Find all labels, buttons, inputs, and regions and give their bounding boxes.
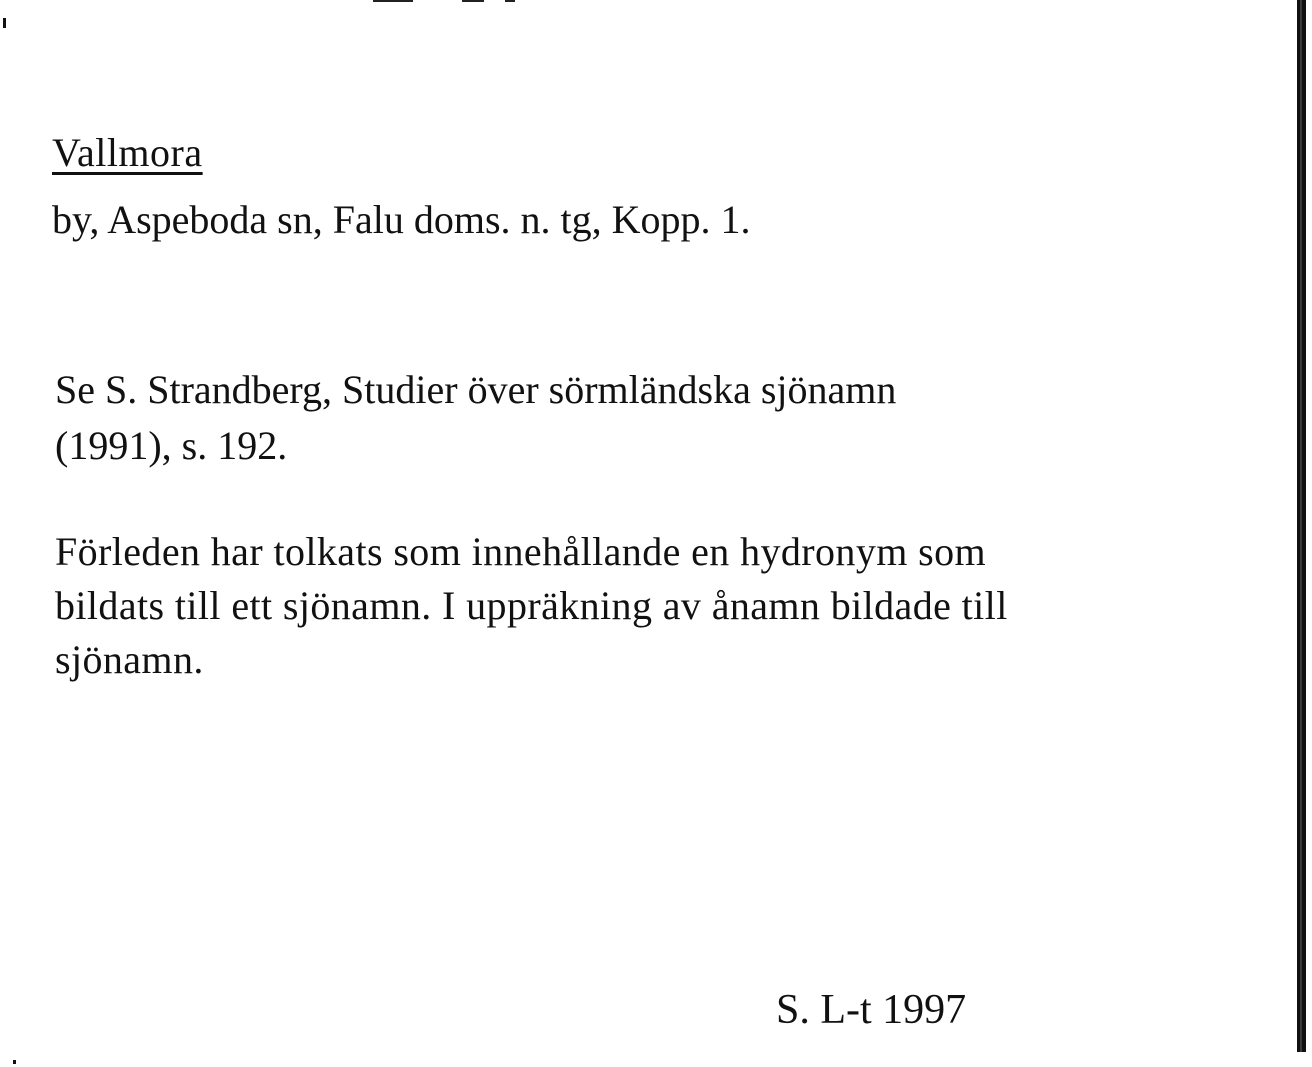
card-edge-border [1297,0,1306,1052]
scan-artifact [505,0,515,2]
scan-artifact [462,0,484,2]
headword-title: Vallmora [52,130,203,175]
scan-artifact [3,18,6,28]
interpretation-line: sjönamn. [55,637,204,682]
interpretation-line: Förleden har tolkats som innehållande en hydronym som [55,529,987,574]
interpretation-paragraph [55,525,1205,687]
scan-artifact [373,0,413,2]
reference-paragraph [55,362,1155,474]
reference-line: Se S. Strandberg, Studier över sörmländska sjönamn [55,367,897,412]
interpretation-line: bildats till ett sjönamn. I uppräkning av ånamn bildade till [55,583,1008,628]
location-line: by, Aspeboda sn, Falu doms. n. tg, Kopp. 1. [52,197,751,242]
author-signature: S. L-t 1997 [776,987,967,1033]
reference-line: (1991), s. 192. [55,423,288,468]
scan-artifact [13,1060,16,1064]
